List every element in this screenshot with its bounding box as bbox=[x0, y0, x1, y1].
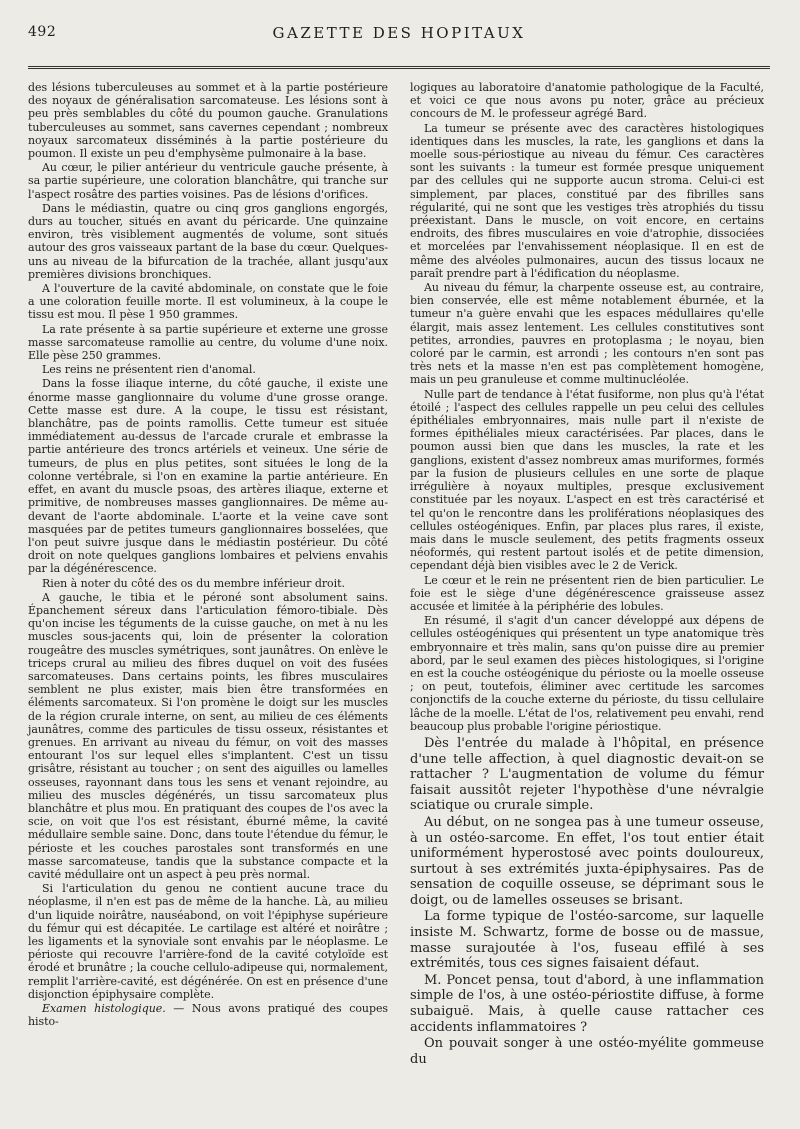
journal-title: GAZETTE DES HOPITAUX bbox=[272, 24, 526, 42]
article-paragraph: logiques au laboratoire d'anatomie pathologique de la Faculté, et voici ce que nous avons pu noter, grâce au précieux concours de M. le professeur agrégé Bard. bbox=[410, 81, 764, 121]
left-column bbox=[28, 81, 388, 1068]
article-paragraph: Si l'articulation du genou ne contient aucune trace du néoplasme, il n'en est pas de même de la hanche. Là, au milieu d'un liquide noirâtre, nauséabond, on voit l'épiphyse supérieure du fémur qui est décapitée. Le cartilage est altéré et noirâtre ; les ligaments et la synoviale sont envahis par le néoplasme. Le périoste qui recouvre l'arrière-fond de la cavité cotyloïde est érodé et brunâtre ; la couche cellulo-adipeuse qui, normalement, remplit l'arrière-cavité, est dégénérée. On est en présence d'une disjonction épiphysaire complète. bbox=[28, 882, 388, 1001]
article-paragraph: En résumé, il s'agit d'un cancer développé aux dépens de cellules ostéogéniques qui présentent un type anatomique très embryonnaire et très malin, sans qu'on puisse dire au premier abord, par le seul examen des pièces histologiques, si l'origine en est la couche ostéogénique du périoste ou la moelle osseuse ; on peut, toutefois, éliminer avec certitude les sarcomes conjonctifs de la couche externe du périoste, du tissu cellulaire lâche de la moelle. L'état de l'os, relativement peu envahi, rend beaucoup plus probable l'origine périostique. bbox=[410, 614, 764, 733]
discussion-paragraph: La forme typique de l'ostéo-sarcome, sur laquelle insiste M. Schwartz, forme de bosse ou de massue, masse surajoutée à l'os, fuseau effilé à ses extrémités, tous ces signes faisaient défaut. bbox=[410, 909, 764, 972]
page-number: 492 bbox=[28, 24, 57, 40]
right-column bbox=[410, 81, 764, 1068]
article-paragraph: Dans le médiastin, quatre ou cinq gros ganglions engorgés, durs au toucher, situés en avant du péricarde. Une quinzaine environ, très visiblement augmentés de volume, sont situés autour des gros vaisseaux partant de la base du cœur. Quelques-uns au niveau de la bifurcation de la trachée, allant jusqu'aux premières divisions bronchiques. bbox=[28, 201, 388, 281]
article-paragraph: A l'ouverture de la cavité abdominale, on constate que le foie a une coloration feuille morte. Il est volumineux, à la coupe le tissu est mou. Il pèse 1 950 grammes. bbox=[28, 282, 388, 322]
article-paragraph: Les reins ne présentent rien d'anomal. bbox=[42, 363, 256, 377]
article-paragraph: La rate présente à sa partie supérieure et externe une grosse masse sarcomateuse ramollie au centre, du volume d'une noix. Elle pèse 250 grammes. bbox=[28, 322, 388, 363]
discussion-section bbox=[410, 736, 764, 1067]
header-rule bbox=[28, 66, 770, 69]
article-paragraph: Le cœur et le rein ne présentent rien de bien particulier. Le foie est le siège d'une dégénérescence graisseuse assez accusée et limitée à la périphérie des lobules. bbox=[410, 573, 764, 613]
section-label: Examen histologique. bbox=[42, 1002, 166, 1016]
article-paragraph: A gauche, le tibia et le péroné sont absolument sains. Épanchement séreux dans l'articulation fémoro-tibiale. Dès qu'on incise les téguments de la cuisse gauche, on met à nu les muscles sous-jacents qui, loin de présenter la coloration rougeâtre des muscles symétriques, sont jaunâtres. On enlève le triceps crural au milieu des fibres duquel on voit des fusées sarcomateuses. Dans certains points, les fibres musculaires semblent ne plus exister, mais bien être transformées en éléments sarcomateux. Si l'on promène le doigt sur les muscles de la région crurale interne, on sent, au milieu de ces éléments jaunâtres, comme des particules de tissu osseux, résistantes et grenues. En arrivant au niveau du fémur, on voit des masses entourant l'os sur lequel elles s'implantent. C'est un tissu grisâtre, résistant au toucher ; on sent des aiguilles ou lamelles osseuses, rayonnant dans tous les sens et venant rejoindre, au milieu des muscles dégénérés, un tissu sarcomateux plus blanchâtre et plus mou. En pratiquant des coupes de l'os avec la scie, on voit que l'os est résistant, éburné même, la cavité médullaire semble saine. Donc, dans toute l'étendue du fémur, le périoste et les couches parostales sont transformés en une masse sarcomateuse, tandis que la substance compacte et la cavité médullaire ont un aspect à peu près normal. bbox=[28, 590, 388, 881]
article-paragraph: Au cœur, le pilier antérieur du ventricule gauche présente, à sa partie supérieure, une coloration blanchâtre, qui tranche sur l'aspect rosâtre des parties voisines. Pas de lésions d'orifices. bbox=[28, 161, 388, 201]
discussion-paragraph: M. Poncet pensa, tout d'abord, à une inflammation simple de l'os, à une ostéo-périostite diffuse, à forme subaiguë. Mais, à quelle cause rattacher ces accidents inflammatoires ? bbox=[410, 972, 764, 1035]
page-header bbox=[28, 22, 770, 46]
article-paragraph: des lésions tuberculeuses au sommet et à la partie postérieure des noyaux de généralisation sarcomateuse. Les lésions sont à peu près semblables du côté du poumon gauche. Granulations tuberculeuses au sommet, sans cavernes cependant ; nombreux noyaux sarcomateux disséminés à la partie postérieure du poumon. Il existe un peu d'emphysème pulmonaire à la base. bbox=[28, 81, 388, 161]
discussion-paragraph: Au début, on ne songea pas à une tumeur osseuse, à un ostéo-sarcome. En effet, l'os tout entier était uniformément hyperostosé avec points douloureux, surtout à ses extrémités juxta-épiphysaires. Pas de sensation de coquille osseuse, se déprimant sous le doigt, ou de lamelles osseuses se brisant. bbox=[410, 814, 764, 908]
discussion-paragraph: Dès l'entrée du malade à l'hôpital, en présence d'une telle affection, à quel diagnostic devait-on se rattacher ? L'augmentation de volume du fémur faisait aussitôt rejeter l'hypothèse d'une névralgie sciatique ou crurale simple. bbox=[410, 735, 764, 814]
article-paragraph: Au niveau du fémur, la charpente osseuse est, au contraire, bien conservée, elle est même notablement éburnée, et la tumeur n'a guère envahi que les espaces médullaires qu'elle élargit, mais assez lentement. Les cellules constitutives sont petites, arrondies, pauvres en protoplasma ; le noyau, bien coloré par le carmin, est arrondi ; les contours n'en sont pas très nets et la masse n'en est pas complètement homogène, mais un peu granuleuse et comme multinucléolée. bbox=[410, 281, 764, 387]
article-columns bbox=[28, 81, 770, 1068]
article-paragraph: Dans la fosse iliaque interne, du côté gauche, il existe une énorme masse ganglionnaire du volume d'une grosse orange. Cette masse est dure. A la coupe, le tissu est résistant, blanchâtre, pas de points ramollis. Cette tumeur est située immédiatement au-dessus de l'arcade crurale et embrasse la partie antérieure des troncs artériels et veineux. Une série de tumeurs, de plus en plus petites, sont situées le long de la colonne vertébrale, si l'on en examine la partie antérieure. En effet, en avant du muscle psoas, des artères iliaque, externe et primitive, de nombreuses masses ganglionnaires. De même au-devant de l'aorte abdominale. L'aorte et la veine cave sont masquées par de petites tumeurs ganglionnaires bosselées, que l'on peut suivre jusque dans le médiastin postérieur. Du côté droit on note quelques ganglions lombaires et pelviens envahis par la dégénérescence. bbox=[28, 377, 388, 576]
section-text: — Nous avons pratiqué des coupes histo- bbox=[28, 1002, 389, 1029]
article-paragraph: Nulle part de tendance à l'état fusiforme, non plus qu'à l'état étoilé ; l'aspect des cellules rappelle un peu celui des cellules épithéliales embryonnaires, mais nulle part il n'existe de formes épithéliales mieux caractérisées. Par places, dans le poumon aussi bien que dans les muscles, la rate et les ganglions, existent d'assez nombreux amas muriformes, formés par la fusion de plusieurs cellules en une sorte de plaque irrégulière à noyaux multiples, presque exclusivement constituée par les noyaux. L'aspect en est très caractérisé et tel qu'on le rencontre dans les proliférations néoplasiques des cellules ostéogéniques. Enfin, par places plus rares, il existe, mais dans le muscle seulement, des petits fragments osseux néoformés, qui restent partout isolés et de petite dimension, cependant déjà bien visibles avec le 2 de Verick. bbox=[410, 387, 764, 573]
article-paragraph: La tumeur se présente avec des caractères histologiques identiques dans les muscles, la rate, les ganglions et dans la moelle sous-périostique au niveau du fémur. Ces caractères sont les suivants : la tumeur est formée presque uniquement par des cellules qui ne supporte aucun stroma. Celui-ci est simplement, par places, constitué par des fibrilles sans régularité, qui ne sont que les vestiges très atrophiés du tissu préexistant. Dans le muscle, on voit encore, en certains endroits, des fibres musculaires en voie d'atrophie, dissociées et morcelées par l'envahissement néoplasique. Il en est de même des alvéoles pulmonaires, aucun des tissus locaux ne paraît prendre part à l'édification du néoplasme. bbox=[410, 121, 764, 280]
histology-paragraph bbox=[28, 1002, 388, 1028]
discussion-paragraph: On pouvait songer à une ostéo-myélite gommeuse du bbox=[410, 1036, 764, 1067]
article-paragraph: Rien à noter du côté des os du membre inférieur droit. bbox=[42, 576, 345, 590]
